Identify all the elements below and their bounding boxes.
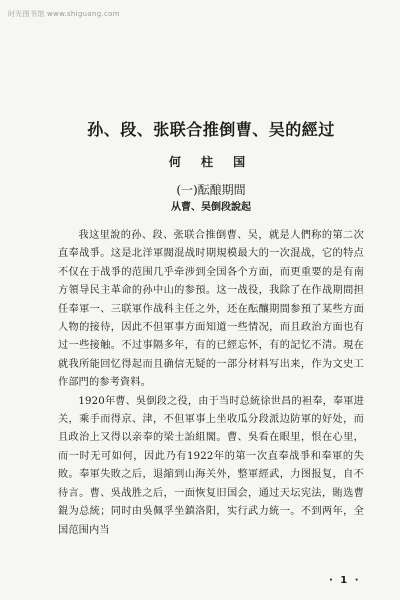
- subsection-heading: 从曹、吴倒段說起: [171, 202, 251, 213]
- body-paragraph: 我这里說的孙、段、张联合推倒曹、吴，就是人們称的第二次直奉战爭。这是北洋軍閥混战时期規模最大的一次混战，它的特点不仅在于战爭的范围几乎牵涉到全国各个方面，而更重要的是有南方領导民主革命的孙中山的参預。这一战役，我除了在作战期間担任奉軍一、三联軍作战科主任之外，还在酝釀期間参預了某些方面人物的接待，因此不但軍事方面知道一些情况，而且政治方面也有过一些接触。不过事隔多年，有的已經忘怀，有的記忆不清。現在就我所能回忆得起而且确信无疑的一部分材料写出来，作为文史工作部門的参考資料。: [58, 230, 364, 389]
- body-paragraph: 1920年曹、吳倒段之役，由于当时总統徐世昌的袒奉，奉軍进关，乘手而得京、津，不但軍事上坐收瓜分段派边防軍的好处，而且政治上又得以亲奉的梁士詒組閣。曹、吳看在眼里，恨在心里，而一时无可如何，因此乃有1922年的第一次直奉战爭和奉軍的失敗。奉軍失敗之后，退縮到山海关外，整軍經武，力图报复，自不待言。曹、吳战胜之后，一面恢复旧国会，通过天坛宪法，賄选曹錕为总統；同时由吳佩孚坐鎮洛阳，实行武力統一。不到两年，全国范围内当: [58, 395, 364, 536]
- watermark: 时光图书馆 www.shiguang.com: [8, 10, 120, 18]
- article-title: 孙、段、张联合推倒曹、吴的經过: [87, 120, 335, 139]
- article-body: [58, 227, 364, 540]
- document-page: [58, 120, 364, 540]
- article-author: 何 柱 国: [168, 155, 254, 169]
- page-number: · 1 ·: [329, 575, 361, 586]
- section-heading: (一)酝酿期間: [176, 183, 246, 197]
